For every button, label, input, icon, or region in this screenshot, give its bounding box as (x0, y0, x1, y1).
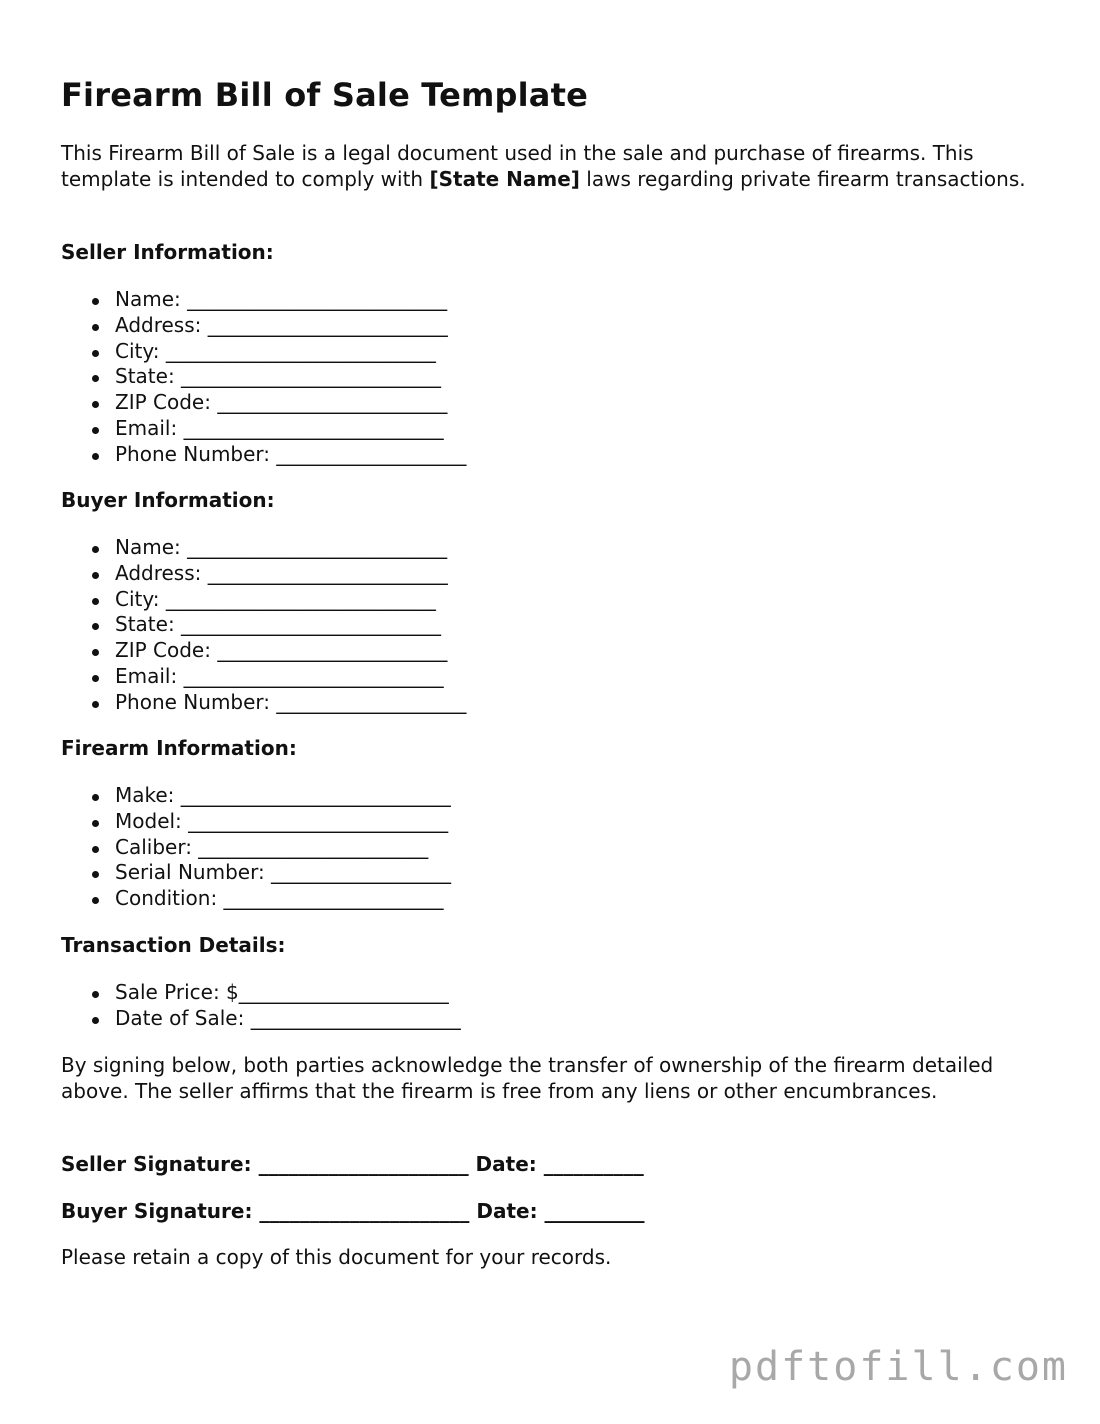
state-name-placeholder: [State Name] (429, 166, 580, 191)
transaction-fields-list (61, 980, 461, 1032)
buyer-city-field[interactable]: City: ___________________________ (61, 587, 466, 613)
transaction-section-heading: Transaction Details: (61, 933, 286, 957)
buyer-phone-field[interactable]: Phone Number: ___________________ (61, 690, 466, 716)
sale-price-field[interactable]: Sale Price: $_____________________ (61, 980, 461, 1006)
seller-phone-field[interactable]: Phone Number: ___________________ (61, 442, 466, 468)
firearm-make-field[interactable]: Make: ___________________________ (61, 783, 451, 809)
seller-section-heading: Seller Information: (61, 240, 274, 264)
buyer-address-field[interactable]: Address: ________________________ (61, 561, 466, 587)
acknowledgement-paragraph: By signing below, both parties acknowledge the transfer of ownership of the firearm detailed above. The seller affirms that the firearm is free from any liens or other encumbrances. (61, 1053, 994, 1103)
seller-address-field[interactable]: Address: ________________________ (61, 313, 466, 339)
retain-copy-note: Please retain a copy of this document for your records. (61, 1245, 612, 1269)
intro-text-2: laws regarding private firearm transactions. (579, 166, 1026, 191)
firearm-model-field[interactable]: Model: __________________________ (61, 809, 451, 835)
seller-city-field[interactable]: City: ___________________________ (61, 339, 466, 365)
firearm-serial-field[interactable]: Serial Number: __________________ (61, 860, 451, 886)
sale-date-field[interactable]: Date of Sale: _____________________ (61, 1006, 461, 1032)
intro-text-1: This Firearm Bill of Sale is a legal document used in the sale and purchase of firearms. This template is intended to comply with (61, 141, 974, 191)
firearm-section-heading: Firearm Information: (61, 736, 297, 760)
seller-zip-field[interactable]: ZIP Code: _______________________ (61, 390, 466, 416)
buyer-name-field[interactable]: Name: __________________________ (61, 535, 466, 561)
buyer-state-field[interactable]: State: __________________________ (61, 612, 466, 638)
firearm-fields-list (61, 783, 451, 912)
document-title: Firearm Bill of Sale Template (61, 76, 589, 114)
buyer-fields-list (61, 535, 466, 716)
firearm-caliber-field[interactable]: Caliber: _______________________ (61, 835, 451, 861)
firearm-condition-field[interactable]: Condition: ______________________ (61, 886, 451, 912)
buyer-signature-line[interactable]: Buyer Signature: _____________________ Date: __________ (61, 1199, 645, 1223)
buyer-section-heading: Buyer Information: (61, 488, 275, 512)
seller-state-field[interactable]: State: __________________________ (61, 364, 466, 390)
intro-paragraph (61, 141, 1041, 192)
seller-signature-line[interactable]: Seller Signature: _____________________ Date: __________ (61, 1152, 644, 1176)
seller-email-field[interactable]: Email: __________________________ (61, 416, 466, 442)
seller-name-field[interactable]: Name: __________________________ (61, 287, 466, 313)
buyer-email-field[interactable]: Email: __________________________ (61, 664, 466, 690)
buyer-zip-field[interactable]: ZIP Code: _______________________ (61, 638, 466, 664)
pdftofill-watermark: pdftofill.com (728, 1344, 1068, 1390)
seller-fields-list (61, 287, 466, 468)
